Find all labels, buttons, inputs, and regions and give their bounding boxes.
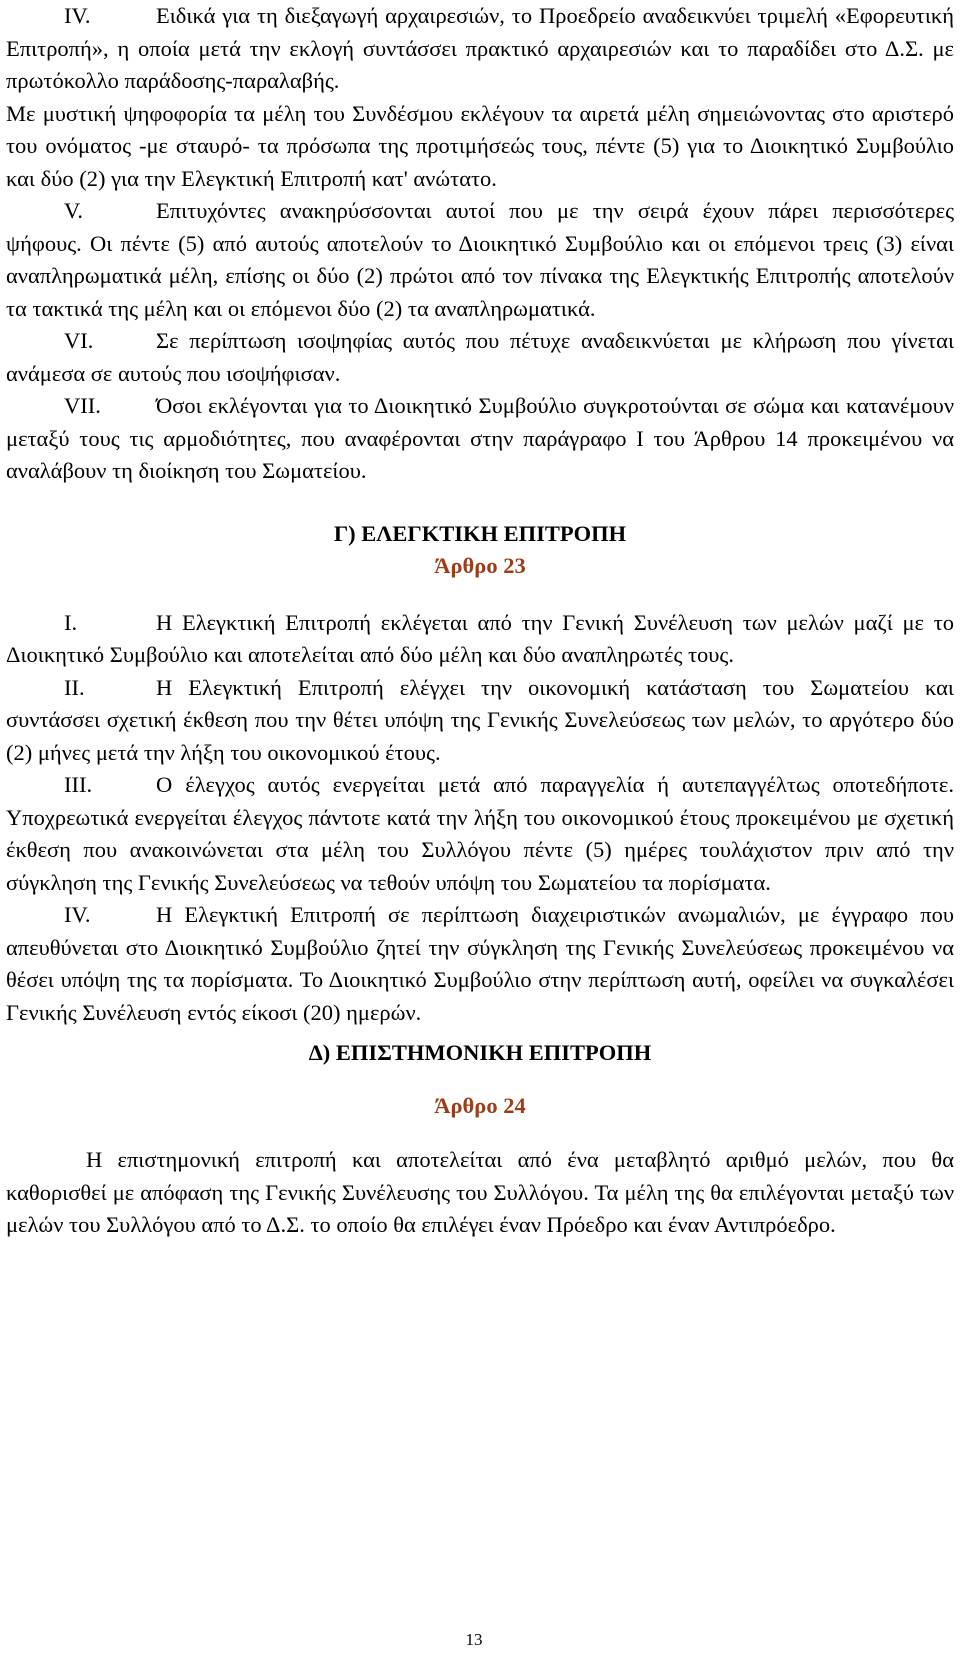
paragraph-number: VII. bbox=[64, 393, 101, 418]
document-page bbox=[6, 0, 954, 1242]
paragraph-text: Με μυστική ψηφοφορία τα μέλη του Συνδέσμου εκλέγουν τα αιρετά μέλη σημειώνοντας στο αριστερό του ονόματος -με σταυρό- τα πρόσωπα της προτιμήσεώς τους, πέντε (5) για το Διοικητικό Συμβούλιο και δύο (2) για την Ελεγκτική Επιτροπή κατ' ανώτατο. bbox=[6, 100, 954, 191]
paragraph-number: III. bbox=[64, 772, 93, 797]
article-heading-23: Άρθρο 23 bbox=[434, 553, 526, 578]
paragraph-d bbox=[6, 1144, 954, 1242]
paragraph-g-iv bbox=[6, 899, 954, 1029]
paragraph-text: Η επιστημονική επιτροπή και αποτελείται από ένα μεταβλητό αριθμό μελών, που θα καθορισθεί με απόφαση της Γενικής Συνέλευσης του Συλλόγου. Τα μέλη της θα επιλέγονται μεταξύ των μελών του Συλλόγου από το Δ.Σ. το οποίο θα επιλέγει έναν Πρόεδρο και έναν Αντιπρόεδρο. bbox=[6, 1147, 954, 1237]
paragraph-vii bbox=[6, 390, 954, 488]
paragraph-number: II. bbox=[64, 674, 85, 700]
paragraph-g-i bbox=[6, 607, 954, 672]
paragraph-number: V. bbox=[64, 198, 83, 223]
section-title-audit-committee: Γ) ΕΛΕΓΚΤΙΚΗ ΕΠΙΤΡΟΠΗ bbox=[333, 520, 627, 546]
article-heading-24: Άρθρο 24 bbox=[434, 1092, 526, 1118]
paragraph-v bbox=[6, 195, 954, 325]
paragraph-secret-ballot bbox=[6, 98, 954, 196]
paragraph-text: Ειδικά για τη διεξαγωγή αρχαιρεσιών, το Προεδρείο αναδεικνύει τριμελή «Εφορευτική Επιτροπή», η οποία μετά την εκλογή συντάσσει πρακτικό αρχαιρεσιών και το παραδίδει στο Δ.Σ. με πρωτόκολλο παράδοσης-παραλαβής. bbox=[6, 3, 954, 93]
paragraph-text: Η Ελεγκτική Επιτροπή εκλέγεται από την Γενική Συνέλευση των μελών μαζί με το Διοικητικό Συμβούλιο και αποτελείται από δύο μέλη και δύο αναπληρωτές τους. bbox=[6, 609, 954, 667]
paragraph-text: Όσοι εκλέγονται για το Διοικητικό Συμβούλιο συγκροτούνται σε σώμα και κατανέμουν μεταξύ τους τις αρμοδιότητες, που αναφέρονται στην παράγραφο Ι του Άρθρου 14 προκειμένου να αναλάβουν τη διοίκηση του Σωματείου. bbox=[6, 393, 954, 483]
paragraph-g-iii bbox=[6, 769, 954, 899]
section-title-scientific-committee: Δ) ΕΠΙΣΤΗΜΟΝΙΚΗ ΕΠΙΤΡΟΠΗ bbox=[308, 1040, 652, 1065]
paragraph-iv-top bbox=[6, 0, 954, 98]
paragraph-vi bbox=[6, 325, 954, 390]
paragraph-text: Επιτυχόντες ανακηρύσσονται αυτοί που με την σειρά έχουν πάρει περισσότερες ψήφους. Οι πέντε (5) από αυτούς αποτελούν το Διοικητικό Συμβούλιο και οι επόμενοι τρεις (3) είναι αναπληρωματικά μέλη, επίσης οι δύο (2) πρώτοι από τον πίνακα της Ελεγκτικής Επιτροπής αποτελούν τα τακτικά της μέλη και οι επόμενοι δύο (2) τα αναπληρωματικά. bbox=[6, 198, 954, 321]
paragraph-text: Η Ελεγκτική Επιτροπή ελέγχει την οικονομική κατάσταση του Σωματείου και συντάσσει σχετική έκθεση που την θέτει υπόψη της Γενικής Συνελεύσεως των μελών, το αργότερο δύο (2) μήνες μετά την λήξη του οικονομικού έτους. bbox=[6, 674, 954, 765]
paragraph-text: Σε περίπτωση ισοψηφίας αυτός που πέτυχε αναδεικνύεται με κλήρωση που γίνεται ανάμεσα σε αυτούς που ισοψήφισαν. bbox=[6, 328, 954, 386]
paragraph-number: I. bbox=[64, 609, 78, 635]
paragraph-text: Η Ελεγκτική Επιτροπή σε περίπτωση διαχειριστικών ανωμαλιών, με έγγραφο που απευθύνεται στο Διοικητικό Συμβούλιο ζητεί την σύγκληση της Γενικής Συνελεύσεως προκειμένου να θέσει υπόψη της τα πορίσματα. Το Διοικητικό Συμβούλιο στην περίπτωση αυτή, οφείλει να συγκαλέσει Γενικής Συνέλευση εντός είκοσι (20) ημερών. bbox=[6, 902, 954, 1025]
paragraph-text: Ο έλεγχος αυτός ενεργείται μετά από παραγγελία ή αυτεπαγγέλτως οποτεδήποτε. Υποχρεωτικά ενεργείται έλεγχος πάντοτε κατά την λήξη του οικονομικού έτους προκειμένου με σχετική έκθεση που ανακοινώνεται στα μέλη του Συλλόγου πέντε (5) ημέρες τουλάχιστον πριν από την σύγκληση της Γενικής Συνελεύσεως να τεθούν υπόψη του Σωματείου τα πορίσματα. bbox=[6, 772, 954, 895]
paragraph-g-ii bbox=[6, 672, 954, 770]
page-number: 13 bbox=[465, 1630, 483, 1649]
paragraph-number: IV. bbox=[64, 902, 91, 927]
paragraph-number: VI. bbox=[64, 328, 94, 353]
paragraph-number: IV. bbox=[64, 3, 91, 28]
